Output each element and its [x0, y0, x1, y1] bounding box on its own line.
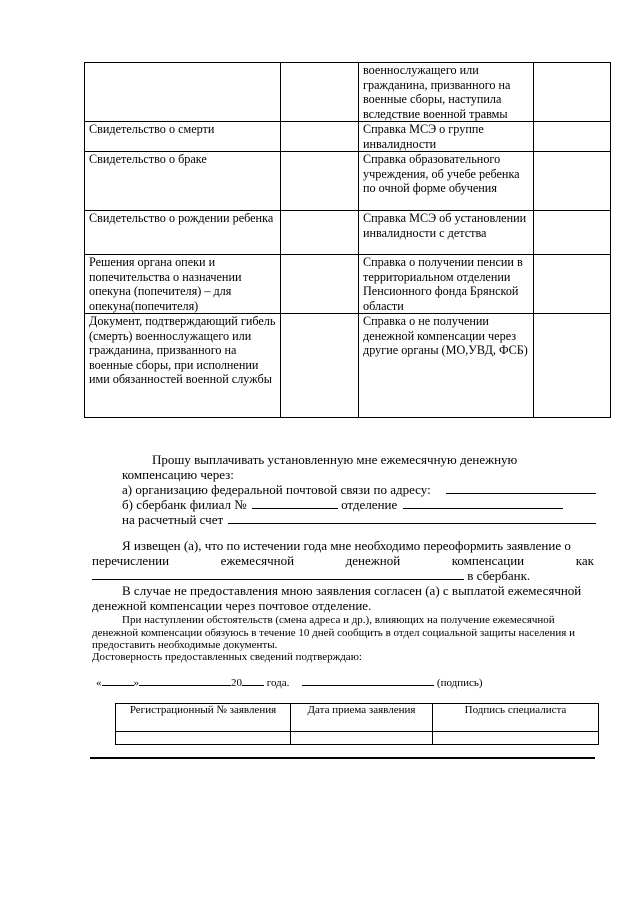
documents-table — [84, 62, 611, 418]
obligation-line2: денежной компенсации обязуюсь в течение 10 дней сообщить в отдел социальной защиты населения и — [92, 627, 575, 639]
registration-table — [115, 703, 599, 745]
payment-method-field[interactable] — [92, 568, 464, 580]
table-cell: Справка МСЭ об установлении инвалидности с детства — [359, 211, 534, 255]
notice-word: ежемесячной — [220, 553, 295, 568]
year-prefix: 20 — [231, 677, 242, 689]
header-receipt-date: Дата приема заявления — [291, 704, 433, 732]
table-row — [85, 122, 611, 152]
table-cell: Справка о не получении денежной компенсации через другие органы (МО,УВД, ФСБ) — [359, 314, 534, 418]
table-row — [85, 314, 611, 418]
option-a-row — [122, 482, 602, 497]
option-a-label: а) организацию федеральной почтовой связи по адресу: — [122, 482, 431, 497]
registration-number-cell[interactable] — [116, 732, 291, 745]
table-cell: Документ, подтверждающий гибель (смерть) военнослужащего или гражданина, призванного на военные сборы, при исполнении ими обязанностей военной службы — [85, 314, 281, 418]
table-cell — [85, 63, 281, 122]
account-row — [122, 512, 602, 527]
branch-number-field[interactable] — [252, 497, 338, 509]
table-cell — [534, 255, 611, 314]
close-quote: » — [133, 677, 139, 689]
table-row — [85, 152, 611, 211]
table-cell — [281, 152, 359, 211]
table-cell — [281, 255, 359, 314]
table-row — [85, 255, 611, 314]
consent-line2: денежной компенсации через почтовое отделение. — [92, 598, 372, 613]
address-field[interactable] — [446, 482, 596, 494]
table-cell: Свидетельство о браке — [85, 152, 281, 211]
table-row — [85, 63, 611, 122]
notice-line3-suffix: в сбербанк. — [467, 568, 531, 583]
table-cell — [281, 211, 359, 255]
obligation-line3: предоставить необходимые документы. — [92, 639, 278, 651]
option-b-branch-label: отделение — [341, 497, 398, 512]
table-cell — [534, 211, 611, 255]
table-cell: Свидетельство о рождении ребенка — [85, 211, 281, 255]
specialist-signature-cell[interactable] — [433, 732, 599, 745]
table-cell — [281, 63, 359, 122]
notice-word: перечислении — [92, 553, 170, 568]
year-field[interactable] — [242, 674, 264, 686]
open-quote: « — [96, 677, 102, 689]
header-specialist-signature: Подпись специалиста — [433, 704, 599, 732]
table-cell — [281, 314, 359, 418]
table-cell — [534, 122, 611, 152]
account-field[interactable] — [228, 512, 596, 524]
table-cell: Справка образовательного учреждения, об учебе ребенка по очной форме обучения — [359, 152, 534, 211]
table-row — [85, 211, 611, 255]
notice-line2 — [92, 553, 594, 568]
table-row — [116, 732, 599, 745]
account-label: на расчетный счет — [122, 512, 224, 527]
table-cell — [534, 152, 611, 211]
table-cell: Решения органа опеки и попечительства о назначении опекуна (попечителя) – для опекуна(попечителя) — [85, 255, 281, 314]
table-cell — [281, 122, 359, 152]
consent-line1: В случае не предоставления мною заявления согласен (а) с выплатой ежемесячной — [122, 583, 582, 598]
confirmation-text: Достоверность предоставленных сведений подтверждаю: — [92, 651, 362, 663]
option-b-row — [122, 497, 602, 512]
date-signature-row — [96, 674, 496, 690]
year-suffix: года. — [266, 677, 290, 689]
bottom-divider — [90, 757, 595, 759]
notice-word: как — [575, 553, 594, 568]
signature-field[interactable] — [302, 674, 434, 686]
signature-label: (подпись) — [436, 677, 483, 689]
request-intro-line1: Прошу выплачивать установленную мне ежемесячную денежную — [152, 452, 518, 467]
table-cell: Справка МСЭ о группе инвалидности — [359, 122, 534, 152]
table-cell — [534, 63, 611, 122]
table-cell: военнослужащего или гражданина, призванного на военные сборы, наступила вследствие военной травмы — [359, 63, 534, 122]
obligation-line1: При наступлении обстоятельств (смена адреса и др.), влияющих на получение ежемесячной — [122, 614, 555, 626]
receipt-date-cell[interactable] — [291, 732, 433, 745]
notice-word: денежной — [345, 553, 401, 568]
table-cell — [534, 314, 611, 418]
notice-word: компенсации — [451, 553, 525, 568]
option-b-label: б) сбербанк филиал № — [122, 497, 247, 512]
day-field[interactable] — [102, 674, 134, 686]
table-header-row — [116, 704, 599, 732]
header-registration-number: Регистрационный № заявления — [116, 704, 291, 732]
notice-line1: Я извещен (а), что по истечении года мне необходимо переоформить заявление о — [122, 538, 571, 553]
month-field[interactable] — [139, 674, 231, 686]
notice-line3 — [92, 568, 572, 583]
table-cell: Свидетельство о смерти — [85, 122, 281, 152]
department-field[interactable] — [403, 497, 563, 509]
request-intro-line2: компенсацию через: — [122, 467, 234, 482]
table-cell: Справка о получении пенсии в территориальном отделении Пенсионного фонда Брянской области — [359, 255, 534, 314]
